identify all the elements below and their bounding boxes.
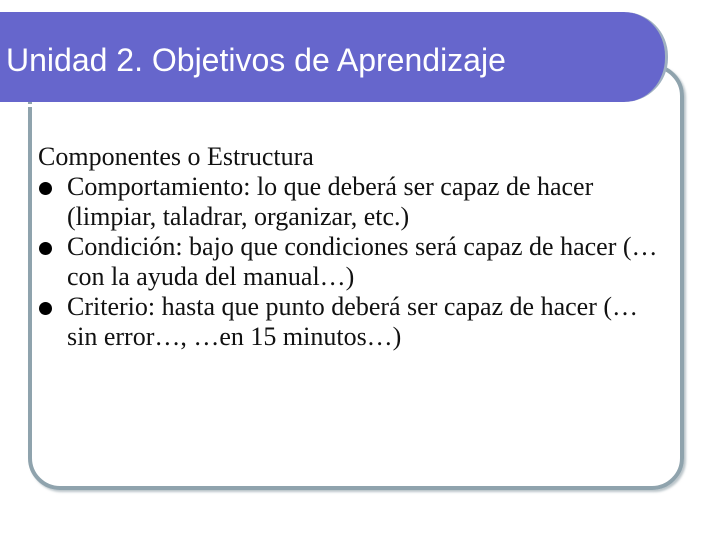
title-underline (0, 104, 636, 107)
slide-body (38, 142, 658, 352)
bullet-dot-icon (39, 242, 52, 255)
bullet-item-criterio (38, 292, 658, 352)
title-bar (0, 12, 668, 102)
bullet-dot-icon (39, 302, 52, 315)
slide-title: Unidad 2. Objetivos de Aprendizaje (6, 42, 506, 78)
section-heading: Componentes o Estructura (38, 142, 314, 171)
bullet-list (38, 172, 658, 352)
bullet-text: Criterio: hasta que punto deberá ser capaz de hacer (…sin error…, …en 15 minutos…) (67, 292, 639, 351)
bullet-text: Condición: bajo que condiciones será capaz de hacer (…con la ayuda del manual…) (67, 232, 658, 291)
bullet-dot-icon (39, 182, 52, 195)
bullet-text: Comportamiento: lo que deberá ser capaz de hacer (limpiar, taladrar, organizar, etc.) (67, 172, 594, 231)
bullet-item-comportamiento (38, 172, 658, 232)
bullet-item-condicion (38, 232, 658, 292)
